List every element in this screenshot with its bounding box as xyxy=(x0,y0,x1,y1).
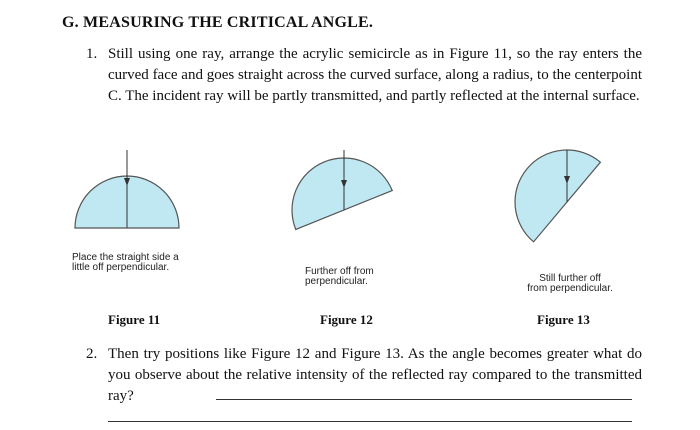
item-text: Still using one ray, arrange the acrylic semicircle as in Figure 11, so the ray enters the curved face and goes straight across the curved surface, along a radius, to the centerpoint C. The incident ray will be partly transmitted, and partly reflected at the internal surface. xyxy=(108,46,642,104)
figure-11-caption: Figure 11 xyxy=(108,312,161,327)
figure-13-caption: Figure 13 xyxy=(537,312,590,327)
figure-11-label: Place the straight side a little off perpendicular. xyxy=(72,252,179,273)
figure-11-diagram xyxy=(72,146,182,256)
figure-13-diagram xyxy=(515,146,625,276)
figure-12-label: Further off from perpendicular. xyxy=(305,266,374,287)
figure-12-caption: Figure 12 xyxy=(320,312,373,327)
figure-13-label: Still further off from perpendicular. xyxy=(527,273,613,294)
section-heading: G. MEASURING THE CRITICAL ANGLE. xyxy=(62,14,374,31)
item-text: Then try positions like Figure 12 and Figure 13. As the angle becomes greater what do you observe about the relative intensity of the reflected ray compared to the transmitted ray? xyxy=(108,346,642,404)
instruction-item-2 xyxy=(86,344,642,430)
answer-line-2[interactable] xyxy=(108,421,632,422)
item-number: 2. xyxy=(86,346,98,362)
figure-12-diagram xyxy=(292,146,412,266)
answer-line-1[interactable] xyxy=(216,399,632,400)
instruction-item-1 xyxy=(86,44,642,134)
item-number: 1. xyxy=(86,46,98,62)
